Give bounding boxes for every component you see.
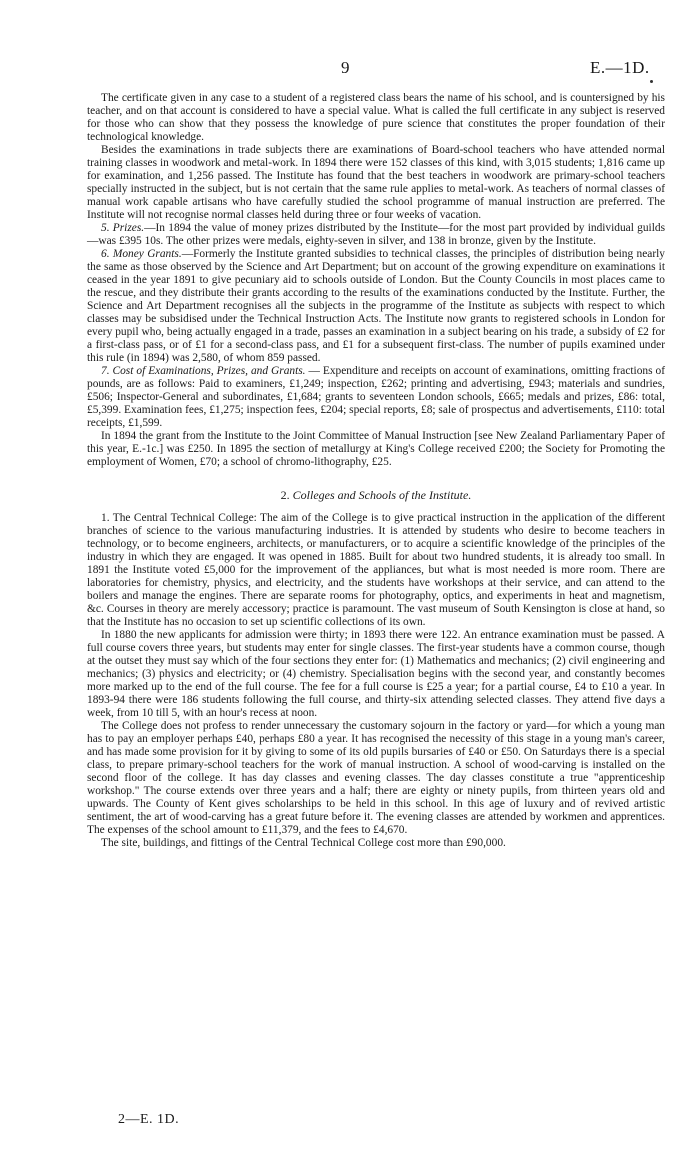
document-reference: E.—1D. (590, 58, 650, 77)
paragraph-lead: 7. Cost of Examinations, Prizes, and Grants. (101, 365, 306, 377)
paragraph: 6. Money Grants.—Formerly the Institute granted subsidies to technical classes, the principles of distribution being nearly the same as those observed by the Science and Art Department; but on account of the growing expenditure on examinations it ceased in the year 1891 to give pecuniary aid to schools outside of London. But the County Councils in most places came to the rescue, and they distribute their grants according to the results of the examinations conducted by the Institute. Further, the Science and Art Department recognises all the subjects in the programme of the Institute as subjects with respect to which classes may be subsidised under the Technical Instruction Acts. The Institute now grants to registered schools in London for every pupil who, being actually engaged in a trade, passes an examination in a subject bearing on his trade, a subsidy of £2 for a first-class pass, or of £1 for a second-class pass, and £1 for a subsequent first-class. The number of pupils examined under this rule (in 1894) was 2,580, of whom 859 passed. (87, 248, 665, 364)
signature-mark: 2—E. 1D. (118, 1112, 180, 1127)
section-heading: 2. Colleges and Schools of the Institute. (280, 488, 472, 502)
paragraph: The College does not profess to render unnecessary the customary sojourn in the factory or yard—for which a young man has to pay an employer perhaps £40, perhaps £80 a year. It has recognised the necessity of this stage in a young man's career, and has made some provision for it by giving to some of its old pupils bursaries of £40 or £50. On Saturdays there is a special class, to prepare primary-school teachers for the work of manual instruction. A school of wood-carving is installed on the second floor of the college. It has day classes and evening classes. The day classes constitute a true "apprenticeship workshop." The course extends over three years and a half; there are eighty or ninety pupils, from thirteen years old and upwards. The County of Kent gives scholarships to be held in this school. In this age of luxury and of revived artistic sentiment, the art of wood-carving has a great future before it. The evening classes are attended by workmen and apprentices. The expenses of the school amount to £11,379, and the fees to £4,670. (87, 720, 665, 836)
page-number: 9 (341, 58, 350, 77)
paragraph: The certificate given in any case to a student of a registered class bears the name of his school, and is countersigned by his teacher, and on that account is considered to have a special value. What is called the full certificate in any subject is reserved for those who can show that they possess the knowledge of pure science that constitutes the proper foundation of their technological knowledge. (87, 92, 665, 143)
margin-mark (650, 80, 653, 83)
paragraph-lead: 6. Money Grants. (101, 248, 182, 260)
paragraph: 1. The Central Technical College: The aim of the College is to give practical instruction in the application of the different branches of science to the various manufacturing industries. It is attended by students who desire to become teachers in technology, or to become engineers, architects, or manufacturers, or to acquire a scientific knowledge of the principles of the industry in which they are engaged. It was opened in 1885. Built for about two hundred students, it is already too small. In 1891 the Institute voted £5,000 for the improvement of the appliances, but what is most needed is more room. There are laboratories for chemistry, physics, and electricity, and the students have workshops at their service, and can attend to the boilers and manage the engines. There are separate rooms for photography, optics, and experiments in heat and magnetism, &c. Courses in theory are merely accessory; practice is paramount. The vast museum of South Kensington is close at hand, so that the Institute has no occasion to set up scientific collections of its own. (87, 512, 665, 628)
paragraph: Besides the examinations in trade subjects there are examinations of Board-school teachers who have attended normal training classes in woodwork and metal-work. In 1894 there were 152 classes of this kind, with 3,015 students; 1,816 came up for examination, and 1,256 passed. The Institute has found that the best teachers in woodwork are primary-school teachers specially instructed in the subject, but is not certain that the same rule applies to metal-work. As teachers of normal classes of manual work capable artisans who have carefully studied the school programme of manual instruction are preferred. The Institute will not recognise normal classes held during three or four weeks of vacation. (87, 144, 665, 221)
paragraph: In 1894 the grant from the Institute to the Joint Committee of Manual Instruction [see New Zealand Parliamentary Paper of this year, E.-1c.] was £250. In 1895 the section of metallurgy at King's College received £200; the Society for Promoting the employment of Women, £70; a school of chromo-lithography, £25. (87, 430, 665, 468)
body-text (87, 92, 665, 850)
paragraph: The site, buildings, and fittings of the Central Technical College cost more than £90,000. (101, 837, 506, 849)
paragraph-lead: 5. Prizes. (101, 222, 145, 234)
paragraph: In 1880 the new applicants for admission were thirty; in 1893 there were 122. An entrance examination must be passed. A full course covers three years, but students may enter for single classes. The first-year students have a common course, though at the outset they must say which of the four sections they enter for: (1) Mathematics and mechanics; (2) civil engineering and mechanics; (3) physics and electricity; or (4) chemistry. Specialisation begins with the second year, and constantly becomes more marked up to the end of the full course. The fee for a full course is £25 a year; for a partial course, £4 to £10 a year. In 1893-94 there were 186 students following the full course, and thirty-six attending selected classes. They attend five days a week, from 10 till 5, with an hour's recess at noon. (87, 629, 665, 719)
page-header (0, 58, 700, 78)
paragraph: 7. Cost of Examinations, Prizes, and Grants. — Expenditure and receipts on account of examinations, omitting fractions of pounds, are as follows: Paid to examiners, £1,249; inspection, £262; printing and advertising, £943; materials and sundries, £506; Inspector-General and subordinates, £1,684; grants to seventeen London schools, £665; medals and prizes, £86: total, £5,399. Examination fees, £1,275; inspection fees, £204; special reports, £8; sale of prospectus and advertisements, £110: total receipts, £1,599. (87, 365, 665, 429)
paragraph: 5. Prizes.—In 1894 the value of money prizes distributed by the Institute—for the most part provided by individual guilds—was £395 10s. The other prizes were medals, eighty-seven in silver, and 138 in bronze, given by the Institute. (87, 222, 665, 247)
